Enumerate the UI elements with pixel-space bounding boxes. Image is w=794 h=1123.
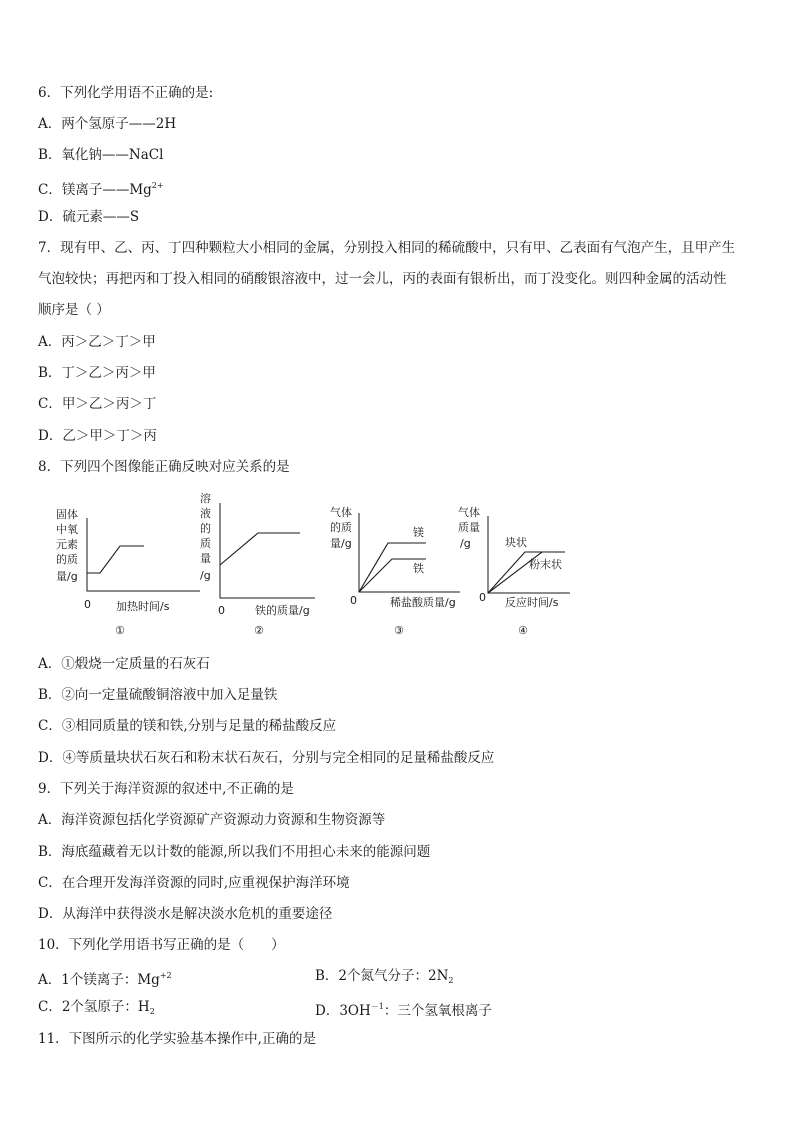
q9-option-c: C．在合理开发海洋资源的同时,应重视保护海洋环境	[38, 875, 350, 891]
graph-3-ylabel-3: 量/g	[330, 537, 352, 550]
q7-stem-line3: 顺序是（ ）	[38, 302, 110, 318]
q10-option-d-desc: ：三个氢氧根离子	[383, 1003, 492, 1019]
q8-option-d: D．④等质量块状石灰石和粉末状石灰石，分别与完全相同的足量稀盐酸反应	[38, 750, 495, 766]
graph-4-ylabel-2: 质量	[458, 521, 480, 534]
q7-option-b: B．丁＞乙＞丙＞甲	[38, 365, 156, 381]
q6-option-c-text: C．镁离子——Mg	[38, 182, 152, 198]
graph-1-ylabel-1: 固体	[56, 508, 78, 521]
q8-figure-group	[50, 488, 580, 638]
graph-2-ylabel-6: /g	[200, 569, 211, 582]
q11-stem: 11．下图所示的化学实验基本操作中,正确的是	[38, 1031, 316, 1047]
q9-option-b: B．海底蕴藏着无以计数的能源,所以我们不用担心未来的能源问题	[38, 844, 431, 860]
q10-option-d-text: D．3OH	[315, 1003, 371, 1019]
graph-2-ylabel-2: 液	[200, 507, 211, 520]
graph-2-origin: 0	[218, 604, 225, 617]
graph-3-xlabel: 稀盐酸质量/g	[390, 596, 456, 609]
graph-3-ylabel-1: 气体	[330, 506, 352, 519]
graph-1-curve	[87, 546, 144, 573]
graph-3-label-mg: 镁	[413, 526, 424, 539]
q10-option-a-text: A．1个镁离子：Mg	[38, 972, 160, 988]
q6-option-c-charge: 2+	[151, 181, 164, 190]
graph-3-origin: 0	[350, 594, 357, 607]
q8-stem: 8．下列四个图像能正确反映对应关系的是	[38, 459, 290, 475]
graph-4-xlabel: 反应时间/s	[505, 596, 559, 609]
q6-option-b: B．氧化钠——NaCl	[38, 147, 164, 163]
graph-2-xlabel: 铁的质量/g	[255, 604, 310, 617]
graph-4-axes	[488, 516, 570, 593]
q10-option-b-text: B．2个氮气分子：2N	[315, 968, 449, 984]
q10-option-a	[38, 972, 172, 988]
q10-option-c	[38, 999, 155, 1015]
graph-3-ylabel-2: 的质	[330, 521, 352, 534]
q6-option-d: D．硫元素——S	[38, 209, 140, 225]
graph-4-ylabel-3: /g	[460, 537, 471, 550]
graph-4-label-lump: 块状	[505, 536, 527, 549]
graph-1-origin: 0	[84, 598, 91, 611]
graph-3-number: ③	[394, 624, 404, 637]
q8-option-b: B．②向一定量硫酸铜溶液中加入足量铁	[38, 687, 278, 703]
q8-option-a: A．①煅烧一定质量的石灰石	[38, 656, 210, 672]
q9-option-a: A．海洋资源包括化学资源矿产资源动力资源和生物资源等	[38, 812, 386, 828]
q10-option-c-text: C．2个氢原子：H	[38, 999, 150, 1015]
graph-4-origin: 0	[479, 591, 486, 604]
graph-4	[458, 505, 570, 637]
q8-graphs-svg	[50, 488, 580, 638]
q10-option-d-charge: －1	[370, 1002, 384, 1011]
q10-options-row-2	[38, 998, 738, 1021]
q10-options-row-1	[38, 967, 738, 989]
q9-stem: 9．下列关于海洋资源的叙述中,不正确的是	[38, 781, 294, 797]
q8-option-c: C．③相同质量的镁和铁,分别与足量的稀盐酸反应	[38, 718, 337, 734]
graph-3	[330, 505, 460, 637]
q7-stem-line1: 7．现有甲、乙、丙、丁四种颗粒大小相同的金属，分别投入相同的稀硫酸中，只有甲、乙表面有气泡产生，且甲产生	[38, 240, 736, 256]
graph-1	[56, 507, 200, 637]
q10-option-a-charge: +2	[159, 971, 172, 980]
graph-1-ylabel-3: 元素	[56, 538, 78, 551]
q7-stem-line2: 气泡较快；再把丙和丁投入相同的硝酸银溶液中，过一会儿，丙的表面有银析出，而丁没变化。则四种金属的活动性	[38, 271, 727, 287]
q6-stem: 6．下列化学用语不正确的是:	[38, 85, 214, 101]
q10-option-c-subscript: 2	[149, 1007, 155, 1016]
graph-3-label-fe: 铁	[413, 562, 424, 575]
graph-4-label-powder: 粉末状	[529, 558, 562, 571]
q10-option-b-subscript: 2	[448, 976, 454, 985]
q10-stem: 10．下列化学用语书写正确的是（ ）	[38, 937, 285, 953]
graph-2-ylabel-5: 量	[200, 552, 211, 565]
graph-3-axes	[359, 513, 460, 592]
q6-option-a: A．两个氢原子——2H	[38, 116, 177, 132]
q7-option-d: D．乙＞甲＞丁＞丙	[38, 428, 157, 444]
graph-2-ylabel-4: 质	[200, 537, 211, 550]
q9-option-d: D．从海洋中获得淡水是解决淡水危机的重要途径	[38, 906, 333, 922]
graph-2-ylabel-1: 溶	[200, 492, 211, 505]
graph-2-number: ②	[254, 624, 264, 637]
q10-option-b	[315, 967, 454, 990]
graph-2-axes	[220, 503, 315, 598]
q7-option-a: A．丙＞乙＞丁＞甲	[38, 334, 156, 350]
graph-1-number: ①	[115, 624, 125, 637]
q6-option-c	[38, 177, 164, 199]
graph-1-xlabel: 加热时间/s	[116, 600, 170, 613]
graph-2	[200, 491, 315, 637]
graph-4-ylabel-1: 气体	[458, 506, 480, 519]
graph-2-ylabel-3: 的	[200, 522, 211, 535]
graph-1-ylabel-2: 中氧	[56, 523, 78, 536]
graph-1-axes	[87, 518, 200, 591]
graph-1-ylabel-5: 量/g	[56, 570, 78, 583]
graph-1-ylabel-4: 的质	[56, 553, 78, 566]
graph-2-curve	[220, 533, 300, 565]
q7-option-c: C．甲＞乙＞丙＞丁	[38, 396, 157, 412]
graph-4-number: ④	[518, 624, 528, 637]
q10-option-d	[315, 998, 492, 1020]
